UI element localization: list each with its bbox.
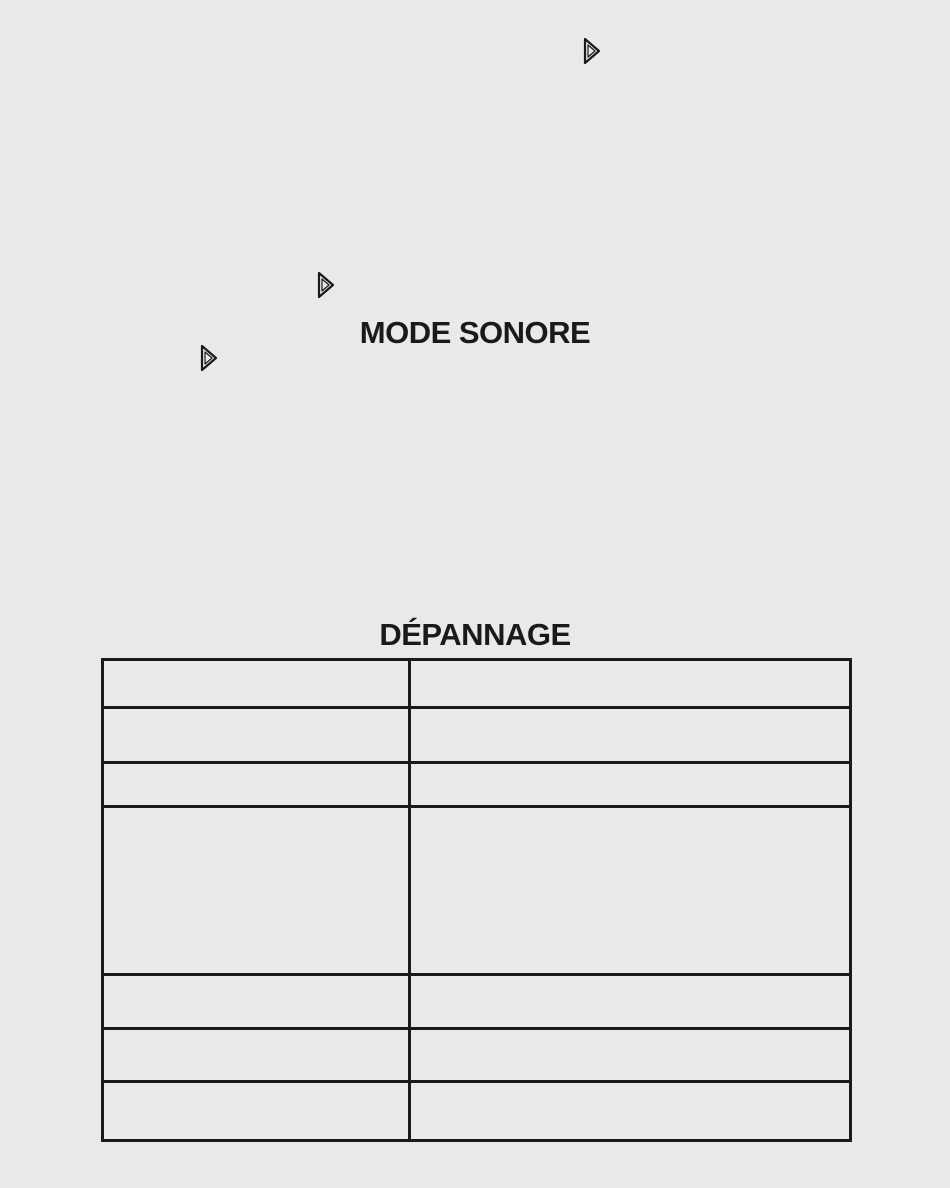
play-arrow-icon — [583, 37, 601, 65]
solution-cell — [410, 807, 851, 975]
solution-cell — [410, 975, 851, 1029]
table-row — [103, 807, 851, 975]
section-title-depannage: DÉPANNAGE — [379, 617, 571, 652]
solution-cell — [410, 1082, 851, 1141]
table-row — [103, 1082, 851, 1141]
problem-cell — [103, 807, 410, 975]
table-row — [103, 1029, 851, 1082]
table-row — [103, 975, 851, 1029]
problem-cell — [103, 763, 410, 807]
problem-cell — [103, 1029, 410, 1082]
table-row — [103, 763, 851, 807]
troubleshooting-table — [101, 658, 852, 1142]
problem-cell — [103, 708, 410, 763]
solution-cell — [410, 763, 851, 807]
play-arrow-icon — [200, 344, 218, 372]
problem-cell — [103, 660, 410, 708]
play-arrow-icon — [317, 271, 335, 299]
solution-cell — [410, 1029, 851, 1082]
table-row — [103, 708, 851, 763]
problem-cell — [103, 1082, 410, 1141]
section-title-mode-sonore: MODE SONORE — [359, 315, 591, 350]
table-row — [103, 660, 851, 708]
problem-cell — [103, 975, 410, 1029]
solution-cell — [410, 660, 851, 708]
solution-cell — [410, 708, 851, 763]
